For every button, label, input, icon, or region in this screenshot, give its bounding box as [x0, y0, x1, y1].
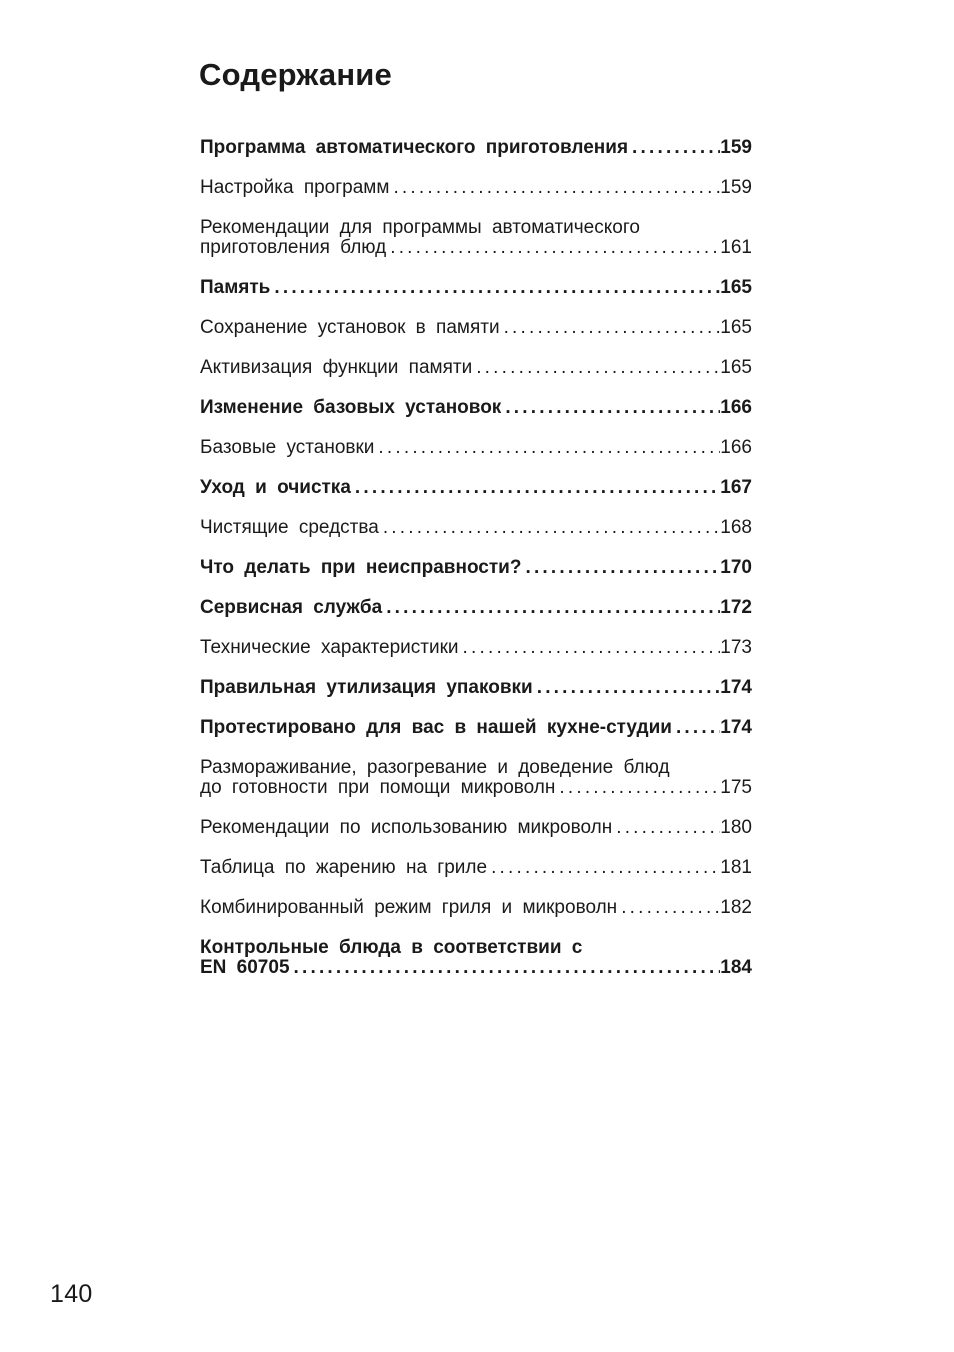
dot-leader [351, 478, 720, 498]
toc-entry-page: 180 [720, 817, 752, 838]
dot-leader [270, 278, 720, 298]
page-title: Содержание [199, 57, 392, 92]
toc-entry [200, 218, 752, 258]
toc-entry-page: 175 [720, 777, 752, 798]
dot-leader [501, 398, 720, 418]
toc-entry-line [200, 718, 752, 738]
toc-entry-page: 165 [720, 277, 752, 298]
toc-entry-line [200, 318, 752, 338]
toc-entry [200, 178, 752, 198]
toc-entry [200, 938, 752, 978]
toc-entry-line [200, 478, 752, 498]
toc-entry [200, 898, 752, 918]
toc-entry-title: Активизация функции памяти [200, 357, 473, 378]
toc-entry-line [200, 218, 752, 238]
table-of-contents [200, 138, 752, 978]
toc-entry-line [200, 558, 752, 578]
dot-leader [612, 818, 720, 838]
toc-entry-line [200, 138, 752, 158]
toc-entry-title: Размораживание, разогревание и доведение блюд [200, 757, 670, 778]
dot-leader [500, 318, 721, 338]
toc-entry [200, 278, 752, 298]
dot-leader [389, 178, 720, 198]
dot-leader [487, 858, 720, 878]
toc-entry-title: Протестировано для вас в нашей кухне-студии [200, 717, 672, 738]
toc-entry-page: 161 [720, 237, 752, 258]
toc-entry-page: 174 [720, 717, 752, 738]
toc-entry [200, 318, 752, 338]
toc-entry-page: 170 [720, 557, 752, 578]
toc-entry [200, 438, 752, 458]
toc-entry-line [200, 438, 752, 458]
toc-entry [200, 518, 752, 538]
toc-entry-title: Уход и очистка [200, 477, 351, 498]
dot-leader [617, 898, 720, 918]
toc-entry-page: 168 [720, 517, 752, 538]
toc-entry [200, 358, 752, 378]
toc-entry [200, 398, 752, 418]
toc-entry-line [200, 518, 752, 538]
dot-leader [379, 518, 720, 538]
toc-entry-line [200, 598, 752, 618]
toc-entry-page: 174 [720, 677, 752, 698]
toc-entry-line [200, 818, 752, 838]
toc-entry-line [200, 778, 752, 798]
toc-entry-page: 167 [720, 477, 752, 498]
toc-entry-line [200, 278, 752, 298]
toc-entry-title: Сохранение установок в памяти [200, 317, 500, 338]
toc-entry-line [200, 358, 752, 378]
toc-entry [200, 138, 752, 158]
toc-entry [200, 818, 752, 838]
toc-entry-title: Рекомендации для программы автоматического [200, 217, 640, 238]
toc-entry-title: EN 60705 [200, 957, 290, 978]
toc-entry-line [200, 398, 752, 418]
toc-entry-page: 166 [720, 437, 752, 458]
toc-entry-title: Настройка программ [200, 177, 390, 198]
toc-entry-title: Технические характеристики [200, 637, 459, 658]
toc-entry [200, 638, 752, 658]
toc-entry-page: 159 [720, 177, 752, 198]
toc-entry-title: Изменение базовых установок [200, 397, 502, 418]
dot-leader [472, 358, 720, 378]
toc-entry-title: Чистящие средства [200, 517, 379, 538]
toc-entry-page: 184 [720, 957, 752, 978]
toc-entry-title: приготовления блюд [200, 237, 387, 258]
toc-entry-page: 181 [720, 857, 752, 878]
dot-leader [672, 718, 720, 738]
toc-entry-page: 165 [720, 317, 752, 338]
toc-entry-line [200, 238, 752, 258]
toc-entry-title: Сервисная служба [200, 597, 383, 618]
toc-entry-line [200, 758, 752, 778]
toc-entry-page: 159 [720, 137, 752, 158]
toc-entry-title: Память [200, 277, 271, 298]
dot-leader [533, 678, 721, 698]
toc-entry-title: Таблица по жарению на гриле [200, 857, 488, 878]
dot-leader [555, 778, 720, 798]
toc-entry [200, 678, 752, 698]
dot-leader [374, 438, 720, 458]
toc-entry-page: 165 [720, 357, 752, 378]
dot-leader [382, 598, 720, 618]
toc-entry-title: Рекомендации по использованию микроволн [200, 817, 613, 838]
toc-entry [200, 598, 752, 618]
toc-entry-page: 173 [720, 637, 752, 658]
dot-leader [628, 138, 720, 158]
toc-entry-line [200, 178, 752, 198]
toc-entry-title: Комбинированный режим гриля и микроволн [200, 897, 618, 918]
toc-entry-line [200, 858, 752, 878]
toc-entry-title: до готовности при помощи микроволн [200, 777, 556, 798]
toc-entry [200, 718, 752, 738]
toc-entry-title: Программа автоматического приготовления [200, 137, 629, 158]
toc-entry-line [200, 938, 752, 958]
toc-entry-page: 172 [720, 597, 752, 618]
toc-entry-page: 182 [720, 897, 752, 918]
toc-entry-title: Что делать при неисправности? [200, 557, 522, 578]
toc-entry [200, 858, 752, 878]
toc-entry [200, 558, 752, 578]
toc-entry-page: 166 [720, 397, 752, 418]
toc-entry-line [200, 898, 752, 918]
toc-entry-line [200, 638, 752, 658]
toc-entry-title: Контрольные блюда в соответствии с [200, 937, 583, 958]
dot-leader [459, 638, 721, 658]
toc-entry-title: Правильная утилизация упаковки [200, 677, 533, 698]
toc-entry-title: Базовые установки [200, 437, 375, 458]
toc-entry [200, 478, 752, 498]
page-number: 140 [50, 1280, 93, 1308]
dot-leader [290, 958, 721, 978]
dot-leader [386, 238, 720, 258]
toc-entry-line [200, 678, 752, 698]
dot-leader [521, 558, 720, 578]
toc-entry-line [200, 958, 752, 978]
toc-entry [200, 758, 752, 798]
